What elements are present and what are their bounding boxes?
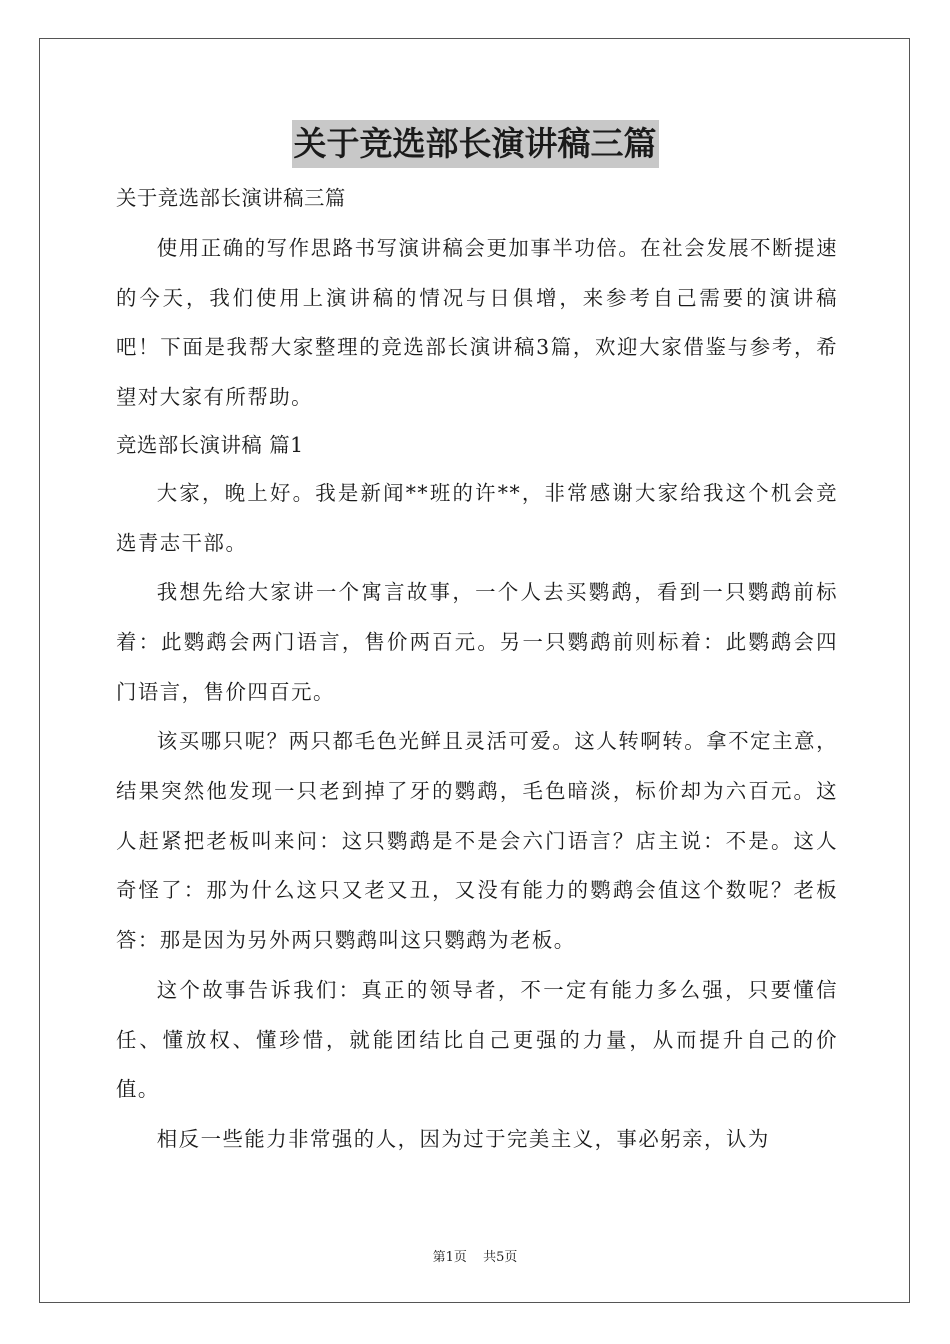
intro-paragraph: 使用正确的写作思路书写演讲稿会更加事半功倍。在社会发展不断提速的今天，我们使用上演讲稿的情况与日俱增，来参考自己需要的演讲稿吧！下面是我帮大家整理的竞选部长演讲稿3篇，欢迎大家借鉴与参考，希望对大家有所帮助。 xyxy=(116,236,838,410)
body-paragraph-3: 该买哪只呢？两只都毛色光鲜且灵活可爱。这人转啊转。拿不定主意，结果突然他发现一只老到掉了牙的鹦鹉，毛色暗淡，标价却为六百元。这人赶紧把老板叫来问：这只鹦鹉是不是会六门语言？店主说：不是。这人奇怪了：那为什么这只又老又丑，又没有能力的鹦鹉会值这个数呢？老板答：那是因为另外两只鹦鹉叫这只鹦鹉为老板。 xyxy=(116,729,838,953)
title-wrap xyxy=(0,120,950,168)
document-subtitle: 关于竞选部长演讲稿三篇 xyxy=(116,186,346,210)
body-paragraph-4: 这个故事告诉我们：真正的领导者，不一定有能力多么强，只要懂信任、懂放权、懂珍惜，就能团结比自己更强的力量，从而提升自己的价值。 xyxy=(116,977,838,1102)
body-paragraph-2: 我想先给大家讲一个寓言故事，一个人去买鹦鹉，看到一只鹦鹉前标着：此鹦鹉会两门语言，售价两百元。另一只鹦鹉前则标着：此鹦鹉会四门语言，售价四百元。 xyxy=(116,580,838,704)
section-heading: 竞选部长演讲稿 篇1 xyxy=(116,432,304,457)
document-body xyxy=(116,180,838,1165)
body-paragraph-5: 相反一些能力非常强的人，因为过于完美主义，事必躬亲，认为 xyxy=(156,1126,770,1151)
body-paragraph-1: 大家，晚上好。我是新闻**班的许**，非常感谢大家给我这个机会竞选青志干部。 xyxy=(116,480,838,555)
page-number: 第1页 xyxy=(432,1250,467,1265)
page-footer xyxy=(0,1246,950,1265)
document-title: 关于竞选部长演讲稿三篇 xyxy=(292,120,659,168)
page-total: 共5页 xyxy=(483,1250,518,1265)
